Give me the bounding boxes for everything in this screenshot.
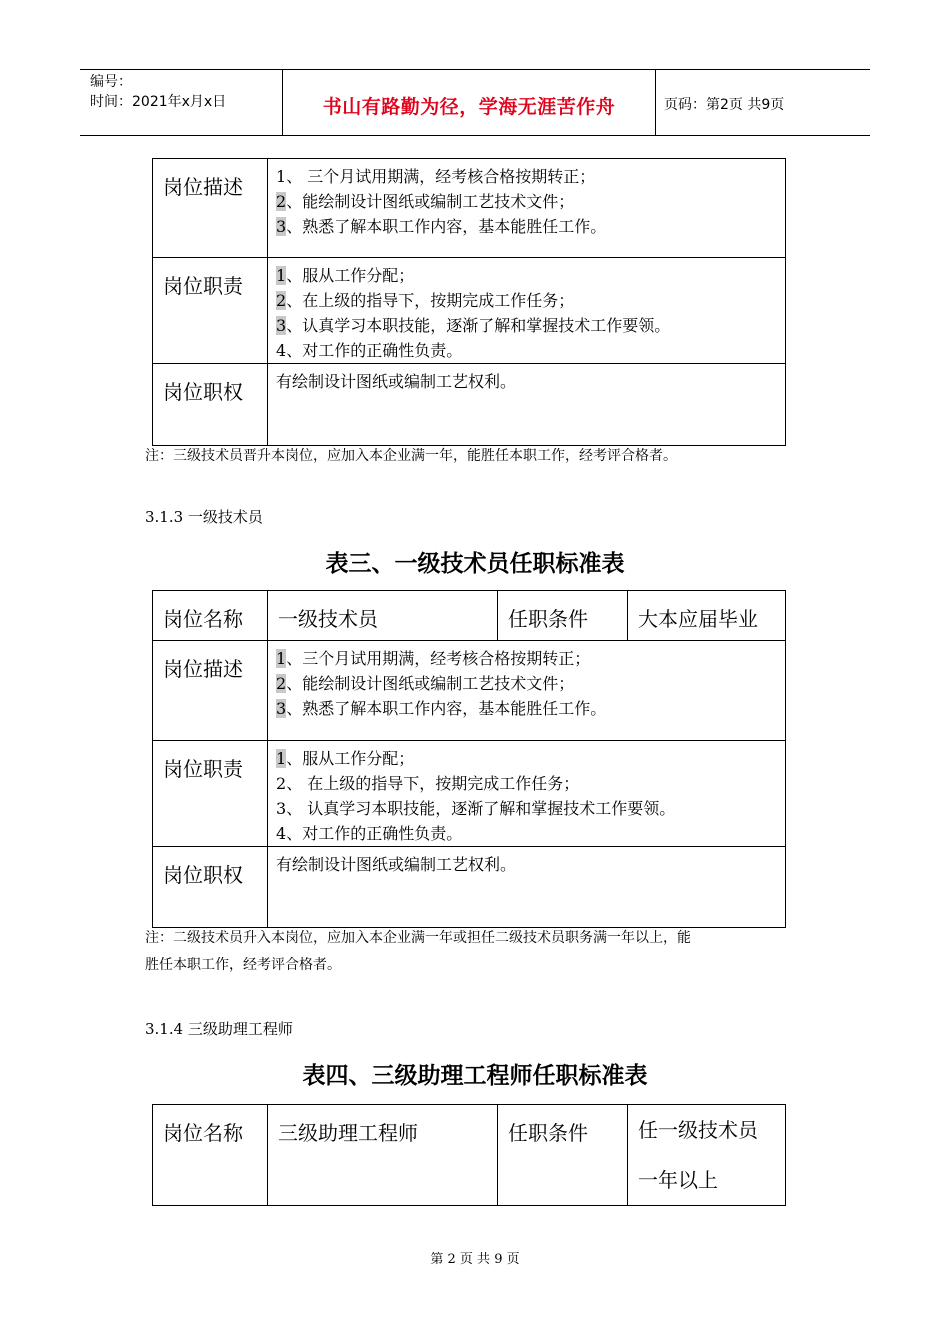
cond-label: 任职条件 <box>498 1105 628 1206</box>
list-item-number: 3 <box>276 316 287 335</box>
section-heading: 3.1.4 三级助理工程师 <box>145 1020 293 1038</box>
list-item-text: 、服从工作分配； <box>286 266 415 285</box>
list-item-text: 、对工作的正确性负责。 <box>286 341 463 360</box>
duty-list <box>268 258 786 364</box>
cond-value <box>628 1105 786 1206</box>
list-item-text: 、能绘制设计图纸或编制工艺技术文件； <box>286 192 575 211</box>
list-item-number: 2 <box>276 774 287 793</box>
table-3-note <box>145 925 691 979</box>
list-item <box>276 821 785 846</box>
table-row <box>153 159 786 258</box>
list-item-number: 1 <box>276 266 287 285</box>
header-divider-2 <box>655 69 656 136</box>
list-item-text: 、服从工作分配； <box>286 749 415 768</box>
list-item-text: 、 在上级的指导下，按期完成工作任务； <box>286 774 580 793</box>
duty-label: 岗位职责 <box>153 741 268 847</box>
list-item <box>276 164 785 189</box>
header-bottom-rule <box>80 135 870 136</box>
list-item-number: 4 <box>276 341 287 360</box>
table-2-note: 注：三级技术员晋升本岗位，应加入本企业满一年，能胜任本职工作，经考评合格者。 <box>145 448 677 464</box>
list-item-text: 、在上级的指导下，按期完成工作任务； <box>286 291 575 310</box>
list-item <box>276 796 785 821</box>
list-item-number: 4 <box>276 824 287 843</box>
table-row <box>153 591 786 641</box>
list-item <box>276 696 785 721</box>
table-row <box>153 258 786 364</box>
table-3-title: 表三、一级技术员任职标准表 <box>325 551 625 577</box>
list-item <box>276 313 785 338</box>
name-value: 一级技术员 <box>268 591 498 641</box>
header-motto: 书山有路勤为径，学海无涯苦作舟 <box>322 96 616 118</box>
duty-list <box>268 741 786 847</box>
table-2 <box>152 158 786 446</box>
list-item <box>276 263 785 288</box>
list-item-text: 、熟悉了解本职工作内容，基本能胜任工作。 <box>286 699 607 718</box>
note-line: 胜任本职工作，经考评合格者。 <box>145 957 341 973</box>
name-value: 三级助理工程师 <box>268 1105 498 1206</box>
header-page-label: 页码：第2页 共9页 <box>664 97 785 113</box>
desc-list <box>268 641 786 741</box>
list-item-number: 3 <box>276 217 287 236</box>
list-item-number: 1 <box>276 167 287 186</box>
name-label: 岗位名称 <box>153 591 268 641</box>
list-item-text: 、对工作的正确性负责。 <box>286 824 463 843</box>
header-code-label: 编号： <box>90 74 132 90</box>
list-item-text: 、能绘制设计图纸或编制工艺技术文件； <box>286 674 575 693</box>
power-text: 有绘制设计图纸或编制工艺权利。 <box>268 364 786 446</box>
desc-list <box>268 159 786 258</box>
list-item-text: 、 认真学习本职技能，逐渐了解和掌握技术工作要领。 <box>286 799 676 818</box>
table-row <box>153 364 786 446</box>
list-item-text: 、认真学习本职技能，逐渐了解和掌握技术工作要领。 <box>286 316 671 335</box>
list-item <box>276 771 785 796</box>
list-item <box>276 189 785 214</box>
list-item <box>276 646 785 671</box>
table-row <box>153 847 786 928</box>
list-item-number: 2 <box>276 674 287 693</box>
list-item-text: 、 三个月试用期满，经考核合格按期转正； <box>286 167 596 186</box>
table-row <box>153 1105 786 1206</box>
table-3 <box>152 590 786 928</box>
list-item <box>276 746 785 771</box>
cond-value-line: 任一级技术员 <box>638 1118 758 1142</box>
list-item <box>276 338 785 363</box>
list-item-number: 1 <box>276 649 287 668</box>
cond-value: 大本应届毕业 <box>628 591 786 641</box>
list-item-text: 、三个月试用期满，经考核合格按期转正； <box>286 649 591 668</box>
power-label: 岗位职权 <box>153 847 268 928</box>
table-4-title: 表四、三级助理工程师任职标准表 <box>302 1063 648 1089</box>
table-row <box>153 741 786 847</box>
list-item <box>276 671 785 696</box>
power-text: 有绘制设计图纸或编制工艺权利。 <box>268 847 786 928</box>
duty-label: 岗位职责 <box>153 258 268 364</box>
list-item-number: 2 <box>276 291 287 310</box>
note-line: 注：二级技术员升入本岗位，应加入本企业满一年或担任二级技术员职务满一年以上，能 <box>145 930 691 946</box>
table-row <box>153 641 786 741</box>
section-heading: 3.1.3 一级技术员 <box>145 508 263 526</box>
header-time-label: 时间：2021年x月x日 <box>90 94 227 110</box>
list-item <box>276 288 785 313</box>
list-item-number: 3 <box>276 699 287 718</box>
desc-label: 岗位描述 <box>153 641 268 741</box>
list-item-text: 、熟悉了解本职工作内容，基本能胜任工作。 <box>286 217 607 236</box>
page-footer: 第 2 页 共 9 页 <box>430 1252 520 1267</box>
name-label: 岗位名称 <box>153 1105 268 1206</box>
list-item-number: 3 <box>276 799 287 818</box>
list-item-number: 2 <box>276 192 287 211</box>
power-label: 岗位职权 <box>153 364 268 446</box>
cond-label: 任职条件 <box>498 591 628 641</box>
table-4 <box>152 1104 786 1206</box>
list-item <box>276 214 785 239</box>
cond-value-line: 一年以上 <box>638 1168 718 1192</box>
header-top-rule <box>80 69 870 70</box>
header-meta <box>90 72 226 112</box>
desc-label: 岗位描述 <box>153 159 268 258</box>
list-item-number: 1 <box>276 749 287 768</box>
